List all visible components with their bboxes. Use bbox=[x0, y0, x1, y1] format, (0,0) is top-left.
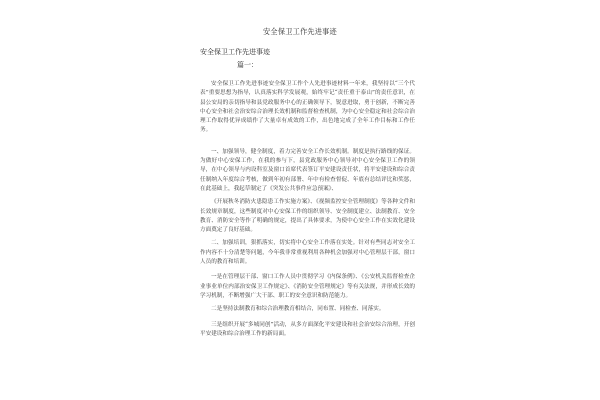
document-subtitle: 安全保卫工作先进事迹 bbox=[200, 48, 270, 56]
paragraph-point-1: 一是在管理层干部、窗口工作人员中贯彻学习《内保条例》、《公安机关监督检查企业事业单位内部治安保卫工作规定》、《消防安全管理规定》等有关法规，并形成长效的学习机制，不断增强广大干部、职工的安全意识和防范能力。 bbox=[200, 274, 415, 299]
paragraph-section-1: 一、加强领导，健全制度，着力完善安全工作长效机制。制度是执行路线的保证。为做好中心安保工作，在我的参与下，县党政服务中心领导对中心安全保卫工作的领导，在中心领导与内设科室及窗口首席代表签订平安建设责任状，将平安建设和综合责任制纳入年度综合考核，做到年初有部署、年中有检查督促、年底有总结评比和奖惩，在此基础上，我起草制定了《突发公共事件应急预案》、 bbox=[200, 148, 415, 192]
paragraph-point-3: 三是组织开展“多城同创”活动，从多方面深化平安建设和社会治安综合治理，开创平安建设和综合治理工作的新局面。 bbox=[200, 321, 415, 337]
paragraph-intro: 安全保卫工作先进事迹安全保卫工作个人先进事迹材料一年来，我坚持以“三个代表”重要思想为指导，认真落实科学发展观，始终牢记“责任重于泰山”的责任意识，在县公安局的亲切指导和县党政服务中心的正确领导下，锐意进取，勇于创新，不断完善中心安全和社会治安综合治理长效机制和监督检查机制，为中心安全稳定和社会综合治理工作取得优异成绩作了大量卓有成效的工作，出色地完成了全年工作目标和工作任务。 bbox=[200, 81, 415, 134]
paragraph-section-2: 二、加强培训，狠抓落实，切实将中心安全工作落在实处。针对有些同志对安全工作内容不十分清楚等问题，今年我非常重视利用各种机会加强对中心管理层干部，窗口人员的教育和培训。 bbox=[200, 240, 415, 266]
paragraph-section-1-cont: 《开展秋冬消防火患隐患工作实施方案》、《视频监控安全管理制度》等各种文件和长效规章制度，这些制度对中心安保工作的组织领导、安全制度建立、法制教育、安全教育、消防安全等作了明确的规定，提出了具体要求，为使中心安全工作在实效化建设方面奠定了良好基础。 bbox=[200, 199, 415, 234]
paragraph-point-2: 二是坚持法制教育和综合治理教育相结合，同布置、同检查、同落实。 bbox=[211, 306, 385, 313]
section-label: 篇一： bbox=[237, 61, 258, 69]
document-body bbox=[200, 80, 415, 343]
document-title: 安全保卫工作先进事迹 bbox=[263, 27, 337, 36]
